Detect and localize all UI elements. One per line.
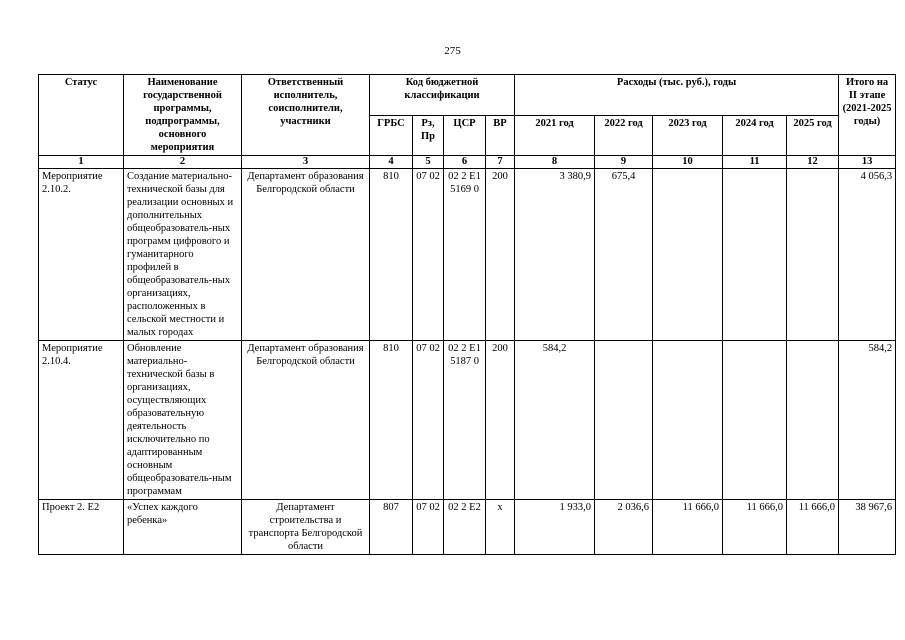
cell-total: 38 967,6 <box>839 500 896 555</box>
cell-2025 <box>787 169 839 341</box>
header-program-name: Наименование государственной программы, подпрограммы, основного мероприятия <box>124 75 242 156</box>
cell-2024 <box>723 341 787 500</box>
column-number: 3 <box>242 156 370 169</box>
cell-status: Мероприятие 2.10.2. <box>39 169 124 341</box>
cell-total: 584,2 <box>839 341 896 500</box>
cell-status: Проект 2. E2 <box>39 500 124 555</box>
column-number: 13 <box>839 156 896 169</box>
cell-grbs: 810 <box>370 169 413 341</box>
header-budget-code: Код бюджетной классификации <box>370 75 515 116</box>
cell-responsible: Департамент строительства и транспорта Белгородской области <box>242 500 370 555</box>
header-status: Статус <box>39 75 124 156</box>
table-row <box>39 500 896 555</box>
cell-csr: 02 2 E1 5187 0 <box>444 341 486 500</box>
cell-responsible: Департамент образования Белгородской области <box>242 341 370 500</box>
cell-2023 <box>653 341 723 500</box>
table-row <box>39 341 896 500</box>
column-number: 10 <box>653 156 723 169</box>
header-2021: 2021 год <box>515 115 595 156</box>
cell-2024 <box>723 169 787 341</box>
header-total: Итого на II этапе (2021-2025 годы) <box>839 75 896 156</box>
cell-status: Мероприятие 2.10.4. <box>39 341 124 500</box>
header-2022: 2022 год <box>595 115 653 156</box>
header-row <box>39 75 896 116</box>
header-responsible: Ответственный исполнитель, соисполнители, участники <box>242 75 370 156</box>
cell-2021: 584,2 <box>515 341 595 500</box>
cell-grbs: 810 <box>370 341 413 500</box>
column-number: 12 <box>787 156 839 169</box>
header-rz-pr: Рз, Пр <box>413 115 444 156</box>
cell-csr: 02 2 E1 5169 0 <box>444 169 486 341</box>
header-csr: ЦСР <box>444 115 486 156</box>
cell-rz-pr: 07 02 <box>413 169 444 341</box>
header-expenses: Расходы (тыс. руб.), годы <box>515 75 839 116</box>
cell-2021: 3 380,9 <box>515 169 595 341</box>
cell-2022: 2 036,6 <box>595 500 653 555</box>
cell-csr: 02 2 E2 <box>444 500 486 555</box>
cell-grbs: 807 <box>370 500 413 555</box>
cell-rz-pr: 07 02 <box>413 341 444 500</box>
cell-2022 <box>595 341 653 500</box>
cell-2025: 11 666,0 <box>787 500 839 555</box>
header-grbs: ГРБС <box>370 115 413 156</box>
cell-total: 4 056,3 <box>839 169 896 341</box>
cell-vr: 200 <box>486 341 515 500</box>
cell-2022: 675,4 <box>595 169 653 341</box>
budget-table <box>38 74 896 555</box>
column-number: 2 <box>124 156 242 169</box>
column-number-row <box>39 156 896 169</box>
cell-2024: 11 666,0 <box>723 500 787 555</box>
column-number: 9 <box>595 156 653 169</box>
column-number: 8 <box>515 156 595 169</box>
column-number: 1 <box>39 156 124 169</box>
column-number: 5 <box>413 156 444 169</box>
header-2024: 2024 год <box>723 115 787 156</box>
cell-2023: 11 666,0 <box>653 500 723 555</box>
cell-2021: 1 933,0 <box>515 500 595 555</box>
table-row <box>39 169 896 341</box>
cell-2025 <box>787 341 839 500</box>
header-vr: ВР <box>486 115 515 156</box>
cell-vr: x <box>486 500 515 555</box>
column-number: 6 <box>444 156 486 169</box>
cell-name: Создание материально-технической базы для реализации основных и дополнительных общеобразователь-ных программ цифрового и гуманитарного профилей в общеобразователь-ных организациях, расположенных в сельской местности и малых городах <box>124 169 242 341</box>
cell-rz-pr: 07 02 <box>413 500 444 555</box>
header-2023: 2023 год <box>653 115 723 156</box>
cell-responsible: Департамент образования Белгородской области <box>242 169 370 341</box>
column-number: 7 <box>486 156 515 169</box>
page-number: 275 <box>444 45 461 57</box>
column-number: 11 <box>723 156 787 169</box>
cell-2023 <box>653 169 723 341</box>
header-2025: 2025 год <box>787 115 839 156</box>
column-number: 4 <box>370 156 413 169</box>
cell-vr: 200 <box>486 169 515 341</box>
cell-name: Обновление материально-технической базы в организациях, осуществляющих образовательную деятельность исключительно по адаптированным основным общеобразователь-ным программам <box>124 341 242 500</box>
cell-name: «Успех каждого ребенка» <box>124 500 242 555</box>
